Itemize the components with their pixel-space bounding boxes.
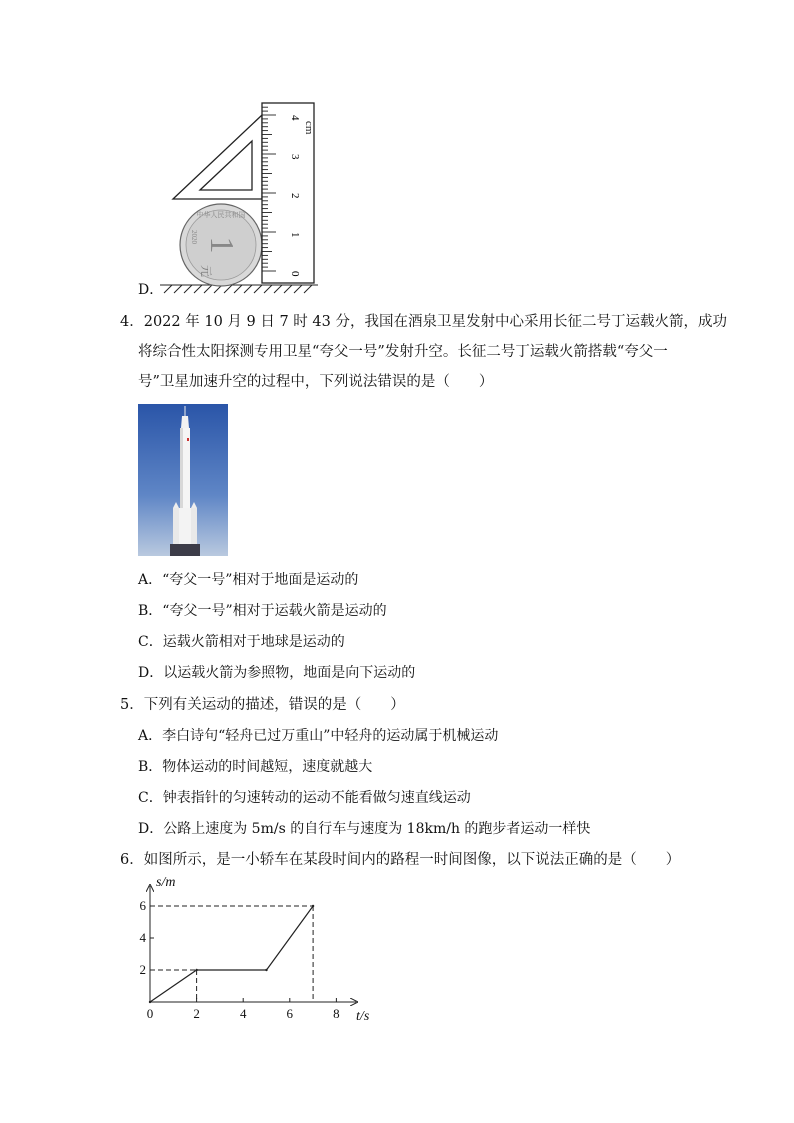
- st-graph: [130, 872, 400, 1032]
- coin-value-digit: 1: [203, 236, 240, 254]
- x-tick-label: 6: [286, 1006, 294, 1021]
- y-tick-label: 2: [139, 962, 146, 977]
- x-tick-label: 2: [193, 1006, 200, 1021]
- series-point: [266, 969, 267, 970]
- q5-option-b[interactable]: B．物体运动的时间越短，速度就越大: [138, 759, 373, 775]
- q5-stem: 5．下列有关运动的描述，错误的是（ ）: [120, 697, 405, 713]
- q4-stem-line2: 将综合性太阳探测专用卫星“夸父一号”发射升空。长征二号丁运载火箭搭载“夸父一: [138, 344, 668, 360]
- x-tick-label: 0: [146, 1006, 154, 1021]
- ruler-label-3: 3: [289, 154, 301, 160]
- q4-stem-line3: 号”卫星加速升空的过程中，下列说法错误的是（ ）: [138, 374, 494, 390]
- ground-hatch: [160, 285, 318, 293]
- triangle-ruler: [173, 115, 262, 199]
- x-tick-label: 8: [333, 1006, 340, 1021]
- vertical-ruler: [262, 103, 315, 283]
- series-point: [149, 1001, 150, 1002]
- q3-option-d-figure: [130, 95, 330, 305]
- ruler-unit: cm: [303, 121, 315, 135]
- q5-option-d[interactable]: D．公路上速度为 5m/s 的自行车与速度为 18km/h 的跑步者运动一样快: [138, 821, 591, 837]
- rocket-photo: [138, 404, 228, 556]
- q5-option-a[interactable]: A．李白诗句“轻舟已过万重山”中轻舟的运动属于机械运动: [138, 728, 499, 744]
- series-line: [150, 906, 313, 1002]
- series-point: [313, 905, 314, 906]
- series-point: [196, 969, 197, 970]
- y-tick-label: 6: [139, 898, 146, 913]
- ruler-label-2: 2: [289, 193, 301, 199]
- st-chart-svg: [130, 872, 400, 1032]
- q4-option-c[interactable]: C．运载火箭相对于地球是运动的: [138, 634, 345, 650]
- y-tick-label: 4: [139, 930, 146, 945]
- ruler-label-1: 1: [289, 232, 301, 238]
- ruler-coin-triangle-figure: [130, 95, 330, 305]
- y-axis-label: s/m: [156, 875, 176, 890]
- coin-icon: [180, 204, 262, 286]
- x-tick-label: 4: [239, 1006, 247, 1021]
- q4-option-d[interactable]: D．以运载火箭为参照物，地面是向下运动的: [138, 665, 416, 681]
- q4-option-b[interactable]: B．“夸父一号”相对于运载火箭是运动的: [138, 603, 387, 619]
- coin-year: 2020: [190, 230, 198, 244]
- coin-value-char: 元: [199, 264, 213, 278]
- q5-option-c[interactable]: C．钟表指针的匀速转动的运动不能看做匀速直线运动: [138, 790, 471, 806]
- q4-stem-line1: 4．2022 年 10 月 9 日 7 时 43 分，我国在酒泉卫星发射中心采用长征二号丁运载火箭，成功: [120, 314, 727, 330]
- q6-stem: 6．如图所示，是一小轿车在某段时间内的路程一时间图像，以下说法正确的是（ ）: [120, 852, 681, 868]
- x-axis-label: t/s: [356, 1009, 370, 1024]
- ruler-label-4: 4: [289, 115, 301, 121]
- coin-text-top: 中华人民共和国: [196, 211, 246, 219]
- q4-option-a[interactable]: A．“夸父一号”相对于地面是运动的: [138, 572, 359, 588]
- q3-option-d-label[interactable]: D．: [138, 282, 164, 298]
- ruler-label-0: 0: [289, 271, 301, 277]
